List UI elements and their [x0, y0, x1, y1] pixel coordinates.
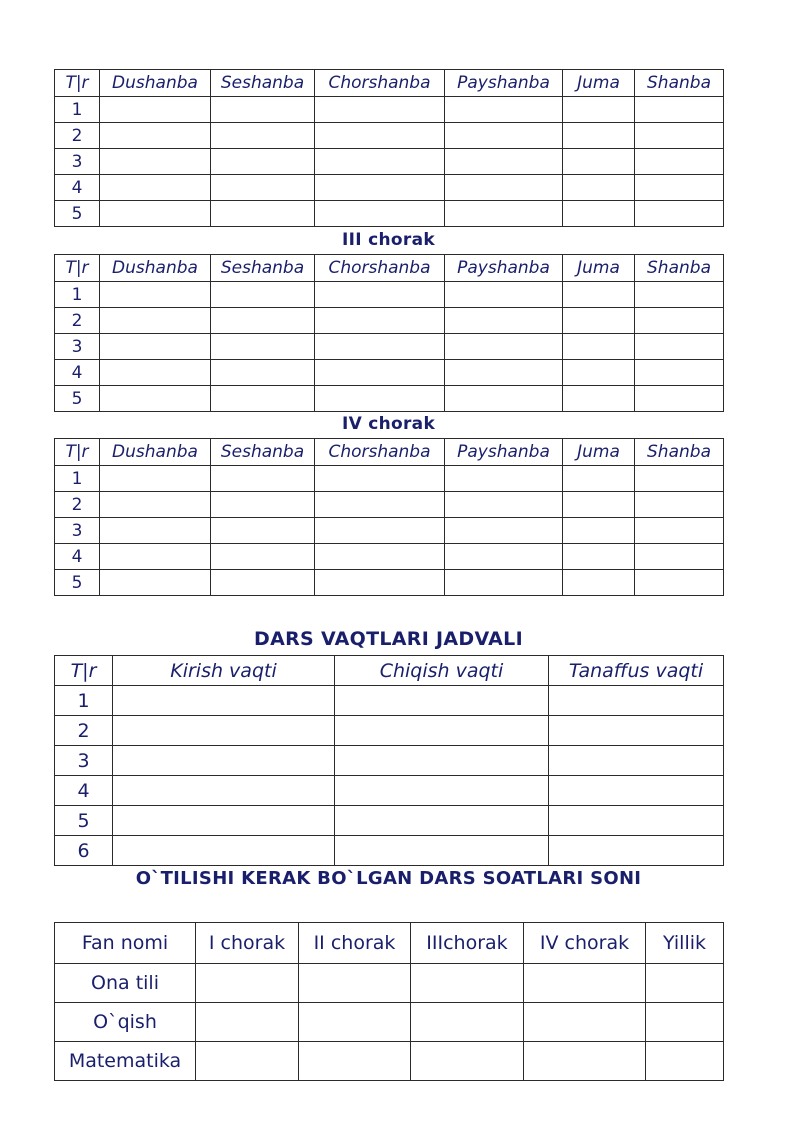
lesson-number: 2: [55, 716, 113, 746]
table-cell[interactable]: [211, 544, 315, 570]
table-row: [55, 201, 724, 227]
table-cell[interactable]: [315, 308, 445, 334]
table-cell[interactable]: [100, 308, 211, 334]
table-cell[interactable]: [211, 334, 315, 360]
header-number: T|r: [55, 255, 100, 282]
table-cell[interactable]: [315, 97, 445, 123]
table-cell[interactable]: [549, 806, 724, 836]
lesson-number: 1: [55, 282, 100, 308]
header-end-time: Chiqish vaqti: [335, 656, 549, 686]
header-break-time: Tanaffus vaqti: [549, 656, 724, 686]
header-quarter-4: IV chorak: [524, 923, 646, 964]
table-cell[interactable]: [315, 544, 445, 570]
lesson-number: 6: [55, 836, 113, 866]
table-cell[interactable]: [211, 282, 315, 308]
table-cell[interactable]: [113, 836, 335, 866]
table-cell[interactable]: [635, 386, 724, 412]
table-cell[interactable]: [445, 97, 563, 123]
table-cell[interactable]: [211, 570, 315, 596]
table-cell[interactable]: [196, 1003, 299, 1042]
table-row: [55, 175, 724, 201]
subject-name: Matematika: [55, 1042, 196, 1081]
table-cell[interactable]: [315, 466, 445, 492]
table-cell[interactable]: [635, 282, 724, 308]
lesson-number: 3: [55, 746, 113, 776]
table-header-row: [55, 439, 724, 466]
header-wednesday: Chorshanba: [315, 255, 445, 282]
table-cell[interactable]: [100, 123, 211, 149]
header-thursday: Payshanba: [445, 255, 563, 282]
table-cell[interactable]: [445, 123, 563, 149]
table-cell[interactable]: [549, 686, 724, 716]
table-cell[interactable]: [100, 570, 211, 596]
table-cell[interactable]: [211, 386, 315, 412]
table-cell[interactable]: [211, 360, 315, 386]
table-cell[interactable]: [549, 776, 724, 806]
table-cell[interactable]: [315, 175, 445, 201]
header-yearly: Yillik: [646, 923, 724, 964]
table-cell[interactable]: [563, 149, 635, 175]
table-cell[interactable]: [335, 716, 549, 746]
header-saturday: Shanba: [635, 255, 724, 282]
table-row: [55, 836, 724, 866]
table-cell[interactable]: [524, 1003, 646, 1042]
table-cell[interactable]: [563, 492, 635, 518]
table-cell[interactable]: [445, 201, 563, 227]
header-monday: Dushanba: [100, 439, 211, 466]
table-header-row: [55, 70, 724, 97]
table-cell[interactable]: [113, 686, 335, 716]
table-cell[interactable]: [635, 97, 724, 123]
required-hours-table: [54, 922, 724, 1081]
table-cell[interactable]: [635, 123, 724, 149]
table-cell[interactable]: [315, 386, 445, 412]
table-cell[interactable]: [445, 334, 563, 360]
table-cell[interactable]: [211, 149, 315, 175]
lesson-number: 1: [55, 466, 100, 492]
lesson-number: 3: [55, 334, 100, 360]
table-cell[interactable]: [211, 518, 315, 544]
lesson-number: 2: [55, 308, 100, 334]
table-row: [55, 544, 724, 570]
table-cell[interactable]: [100, 149, 211, 175]
table-cell[interactable]: [315, 282, 445, 308]
table-cell[interactable]: [445, 544, 563, 570]
table-row: [55, 806, 724, 836]
table-cell[interactable]: [635, 175, 724, 201]
table-cell[interactable]: [563, 544, 635, 570]
header-saturday: Shanba: [635, 70, 724, 97]
table-cell[interactable]: [100, 282, 211, 308]
table-cell[interactable]: [635, 149, 724, 175]
table-cell[interactable]: [524, 1042, 646, 1081]
header-saturday: Shanba: [635, 439, 724, 466]
table-cell[interactable]: [563, 97, 635, 123]
table-cell[interactable]: [445, 175, 563, 201]
lesson-times-title: DARS VAQTLARI JADVALI: [254, 628, 523, 650]
lesson-number: 1: [55, 686, 113, 716]
table-cell[interactable]: [113, 806, 335, 836]
header-tuesday: Seshanba: [211, 255, 315, 282]
table-cell[interactable]: [635, 492, 724, 518]
header-quarter-1: I chorak: [196, 923, 299, 964]
lesson-number: 5: [55, 806, 113, 836]
weekly-schedule-table-1: [54, 69, 724, 227]
quarter-3-title: III chorak: [342, 230, 435, 250]
table-cell[interactable]: [100, 334, 211, 360]
header-thursday: Payshanba: [445, 70, 563, 97]
table-cell[interactable]: [563, 570, 635, 596]
header-number: T|r: [55, 656, 113, 686]
table-cell[interactable]: [563, 201, 635, 227]
subject-name: Ona tili: [55, 964, 196, 1003]
table-cell[interactable]: [563, 175, 635, 201]
table-cell[interactable]: [445, 282, 563, 308]
header-number: T|r: [55, 439, 100, 466]
table-cell[interactable]: [646, 1042, 724, 1081]
table-cell[interactable]: [549, 836, 724, 866]
table-cell[interactable]: [635, 360, 724, 386]
table-cell[interactable]: [100, 544, 211, 570]
lesson-number: 1: [55, 97, 100, 123]
table-cell[interactable]: [563, 282, 635, 308]
table-cell[interactable]: [315, 570, 445, 596]
table-cell[interactable]: [411, 964, 524, 1003]
table-row: [55, 492, 724, 518]
table-cell[interactable]: [524, 964, 646, 1003]
header-tuesday: Seshanba: [211, 70, 315, 97]
lesson-number: 3: [55, 518, 100, 544]
table-cell[interactable]: [315, 149, 445, 175]
table-cell[interactable]: [113, 746, 335, 776]
header-friday: Juma: [563, 255, 635, 282]
table-cell[interactable]: [315, 518, 445, 544]
subject-name: O`qish: [55, 1003, 196, 1042]
header-friday: Juma: [563, 439, 635, 466]
table-cell[interactable]: [100, 201, 211, 227]
lesson-number: 3: [55, 149, 100, 175]
table-row: [55, 518, 724, 544]
table-row: [55, 570, 724, 596]
table-header-row: [55, 656, 724, 686]
table-row: [55, 716, 724, 746]
table-row: [55, 123, 724, 149]
table-cell[interactable]: [563, 386, 635, 412]
table-row: [55, 97, 724, 123]
table-row: [55, 1042, 724, 1081]
lesson-number: 5: [55, 386, 100, 412]
table-row: [55, 746, 724, 776]
table-cell[interactable]: [445, 570, 563, 596]
header-quarter-2: II chorak: [299, 923, 411, 964]
table-cell[interactable]: [563, 123, 635, 149]
required-hours-title: O`TILISHI KERAK BO`LGAN DARS SOATLARI SONI: [135, 868, 642, 889]
table-cell[interactable]: [549, 746, 724, 776]
table-header-row: [55, 923, 724, 964]
weekly-schedule-table-q3: [54, 254, 724, 412]
lesson-number: 4: [55, 544, 100, 570]
table-cell[interactable]: [100, 360, 211, 386]
table-cell[interactable]: [315, 492, 445, 518]
table-cell[interactable]: [635, 544, 724, 570]
table-cell[interactable]: [445, 492, 563, 518]
table-cell[interactable]: [445, 149, 563, 175]
table-cell[interactable]: [335, 746, 549, 776]
table-cell[interactable]: [411, 1003, 524, 1042]
table-cell[interactable]: [445, 518, 563, 544]
table-cell[interactable]: [563, 466, 635, 492]
header-thursday: Payshanba: [445, 439, 563, 466]
table-cell[interactable]: [445, 466, 563, 492]
table-cell[interactable]: [211, 201, 315, 227]
header-tuesday: Seshanba: [211, 439, 315, 466]
table-row: [55, 964, 724, 1003]
table-cell[interactable]: [113, 716, 335, 746]
table-cell[interactable]: [299, 964, 411, 1003]
table-cell[interactable]: [411, 1042, 524, 1081]
lesson-number: 4: [55, 360, 100, 386]
table-header-row: [55, 255, 724, 282]
table-cell[interactable]: [335, 776, 549, 806]
table-cell[interactable]: [445, 308, 563, 334]
table-cell[interactable]: [635, 201, 724, 227]
table-cell[interactable]: [100, 386, 211, 412]
table-cell[interactable]: [100, 97, 211, 123]
table-cell[interactable]: [315, 123, 445, 149]
table-row: [55, 360, 724, 386]
lesson-number: 2: [55, 492, 100, 518]
table-row: [55, 386, 724, 412]
table-cell[interactable]: [211, 308, 315, 334]
table-cell[interactable]: [100, 518, 211, 544]
table-cell[interactable]: [563, 308, 635, 334]
table-row: [55, 282, 724, 308]
table-cell[interactable]: [299, 1042, 411, 1081]
table-row: [55, 776, 724, 806]
quarter-4-title: IV chorak: [341, 414, 436, 434]
table-cell[interactable]: [563, 334, 635, 360]
table-cell[interactable]: [315, 201, 445, 227]
table-row: [55, 308, 724, 334]
lesson-number: 4: [55, 175, 100, 201]
table-cell[interactable]: [635, 308, 724, 334]
header-quarter-3: IIIchorak: [411, 923, 524, 964]
table-cell[interactable]: [211, 492, 315, 518]
header-monday: Dushanba: [100, 70, 211, 97]
table-cell[interactable]: [335, 806, 549, 836]
table-cell[interactable]: [211, 123, 315, 149]
table-cell[interactable]: [549, 716, 724, 746]
table-cell[interactable]: [100, 492, 211, 518]
table-cell[interactable]: [211, 97, 315, 123]
table-cell[interactable]: [646, 964, 724, 1003]
table-cell[interactable]: [211, 175, 315, 201]
header-friday: Juma: [563, 70, 635, 97]
table-cell[interactable]: [211, 466, 315, 492]
table-cell[interactable]: [196, 964, 299, 1003]
header-number: T|r: [55, 70, 100, 97]
table-cell[interactable]: [100, 466, 211, 492]
table-cell[interactable]: [563, 518, 635, 544]
table-cell[interactable]: [635, 570, 724, 596]
header-subject-name: Fan nomi: [55, 923, 196, 964]
table-row: [55, 686, 724, 716]
table-cell[interactable]: [635, 334, 724, 360]
table-row: [55, 334, 724, 360]
table-cell[interactable]: [196, 1042, 299, 1081]
lesson-number: 2: [55, 123, 100, 149]
lesson-number: 4: [55, 776, 113, 806]
header-wednesday: Chorshanba: [315, 70, 445, 97]
table-row: [55, 1003, 724, 1042]
lesson-times-table: [54, 655, 724, 866]
table-cell[interactable]: [113, 776, 335, 806]
table-row: [55, 149, 724, 175]
lesson-number: 5: [55, 570, 100, 596]
table-cell[interactable]: [100, 175, 211, 201]
weekly-schedule-table-q4: [54, 438, 724, 596]
table-cell[interactable]: [335, 836, 549, 866]
header-monday: Dushanba: [100, 255, 211, 282]
table-cell[interactable]: [315, 334, 445, 360]
header-wednesday: Chorshanba: [315, 439, 445, 466]
table-cell[interactable]: [635, 518, 724, 544]
table-cell[interactable]: [635, 466, 724, 492]
table-cell[interactable]: [299, 1003, 411, 1042]
lesson-number: 5: [55, 201, 100, 227]
table-cell[interactable]: [335, 686, 549, 716]
table-cell[interactable]: [646, 1003, 724, 1042]
table-row: [55, 466, 724, 492]
header-start-time: Kirish vaqti: [113, 656, 335, 686]
table-cell[interactable]: [563, 360, 635, 386]
table-cell[interactable]: [445, 386, 563, 412]
table-cell[interactable]: [445, 360, 563, 386]
table-cell[interactable]: [315, 360, 445, 386]
